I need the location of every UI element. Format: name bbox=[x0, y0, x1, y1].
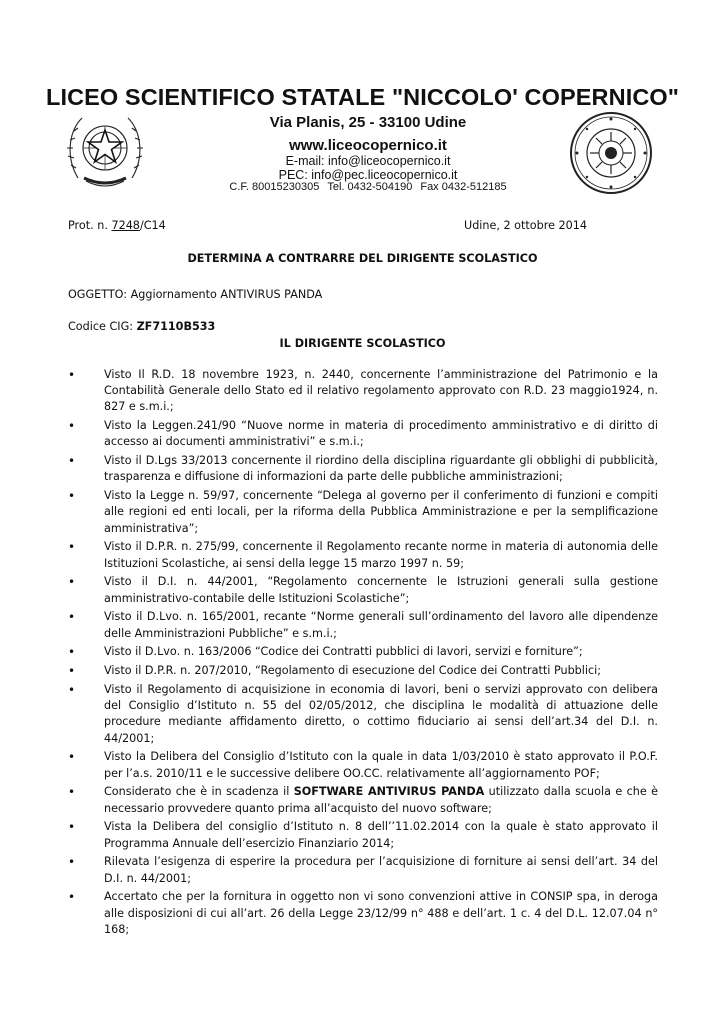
school-contacts bbox=[168, 181, 568, 193]
cig-code bbox=[68, 319, 215, 335]
school-pec[interactable]: PEC: info@pec.liceocopernico.it bbox=[278, 168, 458, 182]
protocol-prefix: Prot. n. bbox=[68, 219, 112, 232]
list-item: • Visto il D.P.R. n. 275/99, concernente il Regolamento recante norme in materia di autonomia delle Istituzioni Scolastiche, ai sensi della legge 15 marzo 1997 n. 59; bbox=[68, 539, 658, 571]
section-heading: IL DIRIGENTE SCOLASTICO bbox=[279, 337, 446, 350]
school-website[interactable]: www.liceocopernico.it bbox=[289, 137, 447, 154]
list-item: • Visto Il R.D. 18 novembre 1923, n. 2440, concernente l’amministrazione del Patrimonio e la Contabilità Generale dello Stato ed il relativo regolamento approvato con R.D. 23 maggio1924, n. 827 e s.m.i.; bbox=[68, 367, 658, 416]
list-item: • Visto il Regolamento di acquisizione in economia di lavori, beni o servizi approvato con delibera del Consiglio d’Istituto n. 55 del 02/05/2012, che disciplina le modalità di attuazione delle procedure mediante affidamento diretto, o cottimo fiduciario ai sensi dell’art.34 del D.I. n. 44/2001; bbox=[68, 682, 658, 747]
school-address: Via Planis, 25 - 33100 Udine bbox=[269, 114, 467, 131]
text: Considerato che è in scadenza il bbox=[104, 785, 294, 799]
school-email[interactable]: E-mail: info@liceocopernico.it bbox=[285, 154, 451, 168]
document-date: Udine, 2 ottobre 2014 bbox=[464, 219, 587, 232]
list-item: • Visto il D.P.R. n. 207/2010, “Regolamento di esecuzione del Codice dei Contratti Pubblici; bbox=[68, 663, 658, 679]
list-item: • Vista la Delibera del consiglio d’Istituto n. 8 dell’’11.02.2014 con la quale è stato approvato il Programma Annuale dell’esercizio Finanziario 2014; bbox=[68, 819, 658, 851]
italian-republic-emblem-icon bbox=[64, 108, 146, 192]
protocol-number bbox=[68, 218, 166, 234]
list-item: • Accertato che per la fornitura in oggetto non vi sono convenzioni attive in CONSIP spa, in deroga alle disposizioni di cui all’art. 26 della Legge 23/12/99 n° 488 e dell’art. 1 c. 4 del D.L. 12.07.04 n° 168; bbox=[68, 889, 658, 938]
list-item: • Visto il D.Lvo. n. 165/2001, recante “Norme generali sull’ordinamento del lavoro alle dipendenze delle Amministrazioni Pubbliche” e s.m.i.; bbox=[68, 609, 658, 641]
protocol-value: 7248 bbox=[111, 219, 140, 232]
school-seal-icon bbox=[566, 110, 656, 196]
list-item bbox=[68, 784, 658, 816]
document-title: DETERMINA A CONTRARRE DEL DIRIGENTE SCOLASTICO bbox=[187, 252, 538, 265]
school-name: LICEO SCIENTIFICO STATALE "NICCOLO' COPERNICO" bbox=[45, 84, 680, 110]
fax: Fax 0432-512185 bbox=[420, 181, 507, 193]
telephone: Tel. 0432-504190 bbox=[327, 181, 413, 193]
cig-value: ZF7110B533 bbox=[136, 320, 216, 333]
list-item: • Visto il D.Lgs 33/2013 concernente il riordino della disciplina riguardante gli obblighi di pubblicità, trasparenza e diffusione di informazioni da parte delle pubbliche amministrazioni; bbox=[68, 453, 658, 485]
list-item: • Visto la Delibera del Consiglio d’Istituto con la quale in data 1/03/2010 è stato approvato il P.O.F. per l’a.s. 2010/11 e le successive delibere OO.CC. relativamente all’aggiornamento POF; bbox=[68, 749, 658, 781]
fiscal-code: C.F. 80015230305 bbox=[229, 181, 320, 193]
list-item: • Visto la Leggen.241/90 “Nuove norme in materia di procedimento amministrativo e di diritto di accesso ai documenti amministrativi” e s.m.i.; bbox=[68, 418, 658, 450]
text: utilizzato dalla scuola e che è necessario provvedere quanto prima all’acquisto del nuovo software; bbox=[104, 785, 658, 815]
software-name: SOFTWARE ANTIVIRUS PANDA bbox=[293, 785, 485, 799]
premises-list bbox=[68, 367, 658, 941]
list-item: • Visto il D.Lvo. n. 163/2006 “Codice dei Contratti pubblici di lavori, servizi e forniture”; bbox=[68, 644, 658, 660]
document-subject: OGGETTO: Aggiornamento ANTIVIRUS PANDA bbox=[68, 288, 323, 301]
list-item: • Rilevata l’esigenza di esperire la procedura per l’acquisizione di forniture ai sensi dell’art. 34 del D.I. n. 44/2001; bbox=[68, 854, 658, 886]
list-item: • Visto la Legge n. 59/97, concernente “Delega al governo per il conferimento di funzioni e compiti alle regioni ed enti locali, per la riforma della Pubblica Amministrazione e per la semplificazione amministrativa”; bbox=[68, 488, 658, 537]
list-item: • Visto il D.I. n. 44/2001, “Regolamento concernente le Istruzioni generali sulla gestione amministrativo-contabile delle Istituzioni Scolastiche”; bbox=[68, 574, 658, 606]
protocol-suffix: /C14 bbox=[139, 219, 166, 232]
cig-label: Codice CIG: bbox=[68, 320, 137, 333]
